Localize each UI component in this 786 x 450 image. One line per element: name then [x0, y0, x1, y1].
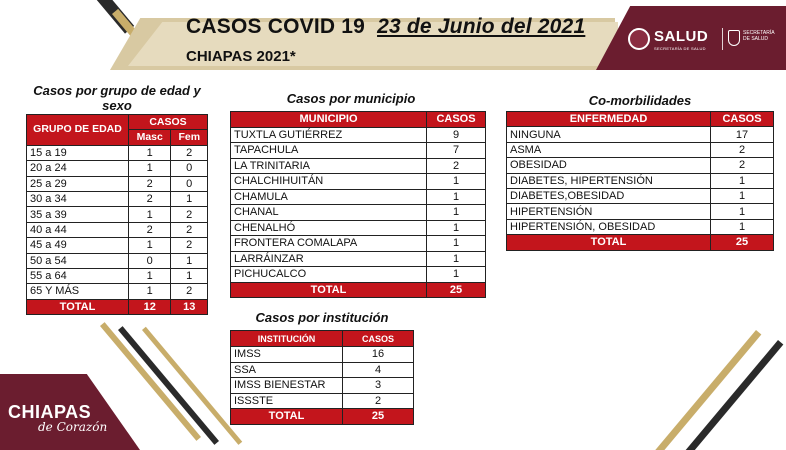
municipality-table — [230, 111, 486, 298]
age-sex-table-body — [27, 145, 208, 314]
row-label: IMSS — [231, 347, 343, 363]
coat-of-arms-icon — [728, 30, 740, 46]
row-label: LARRÁINZAR — [231, 251, 427, 267]
institution-table-body — [231, 347, 414, 425]
table-row — [27, 253, 208, 268]
row-label: DIABETES,OBESIDAD — [507, 188, 711, 203]
table-row — [231, 236, 486, 252]
total-row — [507, 235, 774, 250]
row-label: 55 a 64 — [27, 268, 129, 283]
table-row — [507, 173, 774, 188]
comorbilidades-section-title: Co-morbilidades — [588, 93, 692, 108]
total-row — [27, 299, 208, 314]
table-row — [507, 204, 774, 219]
masc-value: 1 — [129, 284, 171, 299]
total-fem-value: 13 — [171, 299, 208, 314]
masc-value: 1 — [129, 238, 171, 253]
row-label: HIPERTENSIÓN — [507, 204, 711, 219]
decorative-stripe — [675, 340, 783, 450]
row-label: IMSS BIENESTAR — [231, 378, 343, 394]
table-row — [231, 127, 486, 143]
casos-value: 1 — [711, 188, 774, 203]
row-label: CHALCHIHUITÁN — [231, 174, 427, 190]
row-label: NINGUNA — [507, 127, 711, 142]
masc-value: 0 — [129, 253, 171, 268]
total-row — [231, 282, 486, 298]
fem-value: 2 — [171, 222, 208, 237]
salud-logo-subtext: SECRETARÍA DE SALUD — [654, 46, 706, 51]
salud-emblem-icon — [628, 28, 650, 50]
row-label: 15 a 19 — [27, 145, 129, 160]
row-label: 50 a 54 — [27, 253, 129, 268]
fem-value: 1 — [171, 268, 208, 283]
decorative-stripe — [118, 326, 219, 445]
casos-value: 1 — [427, 189, 486, 205]
casos-value: 1 — [711, 173, 774, 188]
page-title — [186, 15, 585, 39]
salud-right-line-2: DE SALUD — [743, 36, 769, 42]
row-label: 45 a 49 — [27, 238, 129, 253]
casos-value: 2 — [711, 158, 774, 173]
table-row — [231, 205, 486, 221]
masc-value: 2 — [129, 176, 171, 191]
casos-value: 17 — [711, 127, 774, 142]
casos-value: 2 — [427, 158, 486, 174]
fem-value: 1 — [171, 191, 208, 206]
salud-logo-text: SALUD — [654, 28, 709, 45]
table-row — [27, 268, 208, 283]
table-row — [507, 158, 774, 173]
total-label: TOTAL — [231, 409, 343, 425]
casos-value: 7 — [427, 143, 486, 159]
institucion-section-title: Casos por institución — [255, 310, 389, 325]
casos-value: 1 — [427, 251, 486, 267]
total-casos-value: 25 — [427, 282, 486, 298]
row-label: PICHUCALCO — [231, 267, 427, 283]
fem-value: 2 — [171, 145, 208, 160]
table-row — [231, 347, 414, 363]
row-label: 30 a 34 — [27, 191, 129, 206]
casos-value: 2 — [343, 393, 414, 409]
comorbidities-table-body — [507, 127, 774, 250]
total-masc-value: 12 — [129, 299, 171, 314]
casos-value: 1 — [427, 205, 486, 221]
table-row — [231, 189, 486, 205]
casos-value: 1 — [711, 219, 774, 234]
casos-value: 9 — [427, 127, 486, 143]
total-label: TOTAL — [231, 282, 427, 298]
table-row — [231, 393, 414, 409]
row-label: ASMA — [507, 142, 711, 157]
column-header-fem: Fem — [171, 130, 208, 145]
row-label: LA TRINITARIA — [231, 158, 427, 174]
table-row — [27, 238, 208, 253]
salud-logo-right — [743, 30, 775, 42]
casos-value: 1 — [711, 204, 774, 219]
table-row — [231, 251, 486, 267]
table-row — [231, 174, 486, 190]
column-header-casos: CASOS — [711, 112, 774, 127]
total-casos-value: 25 — [343, 409, 414, 425]
table-row — [507, 142, 774, 157]
casos-value: 1 — [427, 220, 486, 236]
column-header-enfermedad: ENFERMEDAD — [507, 112, 711, 127]
column-header-municipio: MUNICIPIO — [231, 112, 427, 128]
row-label: 35 a 39 — [27, 207, 129, 222]
row-label: CHENALHÓ — [231, 220, 427, 236]
table-row — [27, 284, 208, 299]
casos-value: 1 — [427, 267, 486, 283]
table-row — [27, 191, 208, 206]
total-casos-value: 25 — [711, 235, 774, 250]
table-row — [27, 222, 208, 237]
column-header-casos: CASOS — [427, 112, 486, 128]
total-label: TOTAL — [507, 235, 711, 250]
salud-logo-divider — [722, 28, 723, 50]
fem-value: 0 — [171, 161, 208, 176]
age-sex-table — [26, 114, 208, 315]
chiapas-logo-text: CHIAPAS — [8, 402, 92, 422]
table-row — [231, 158, 486, 174]
fem-value: 1 — [171, 253, 208, 268]
row-label: 40 a 44 — [27, 222, 129, 237]
table-row — [27, 176, 208, 191]
row-label: 65 Y MÁS — [27, 284, 129, 299]
edad-section-title: Casos por grupo de edad y sexo — [33, 83, 201, 113]
masc-value: 2 — [129, 191, 171, 206]
municipio-section-title: Casos por municipio — [286, 91, 416, 106]
title-date: 23 de Junio del 2021 — [377, 15, 586, 38]
column-header-masc: Masc — [129, 130, 171, 145]
total-label: TOTAL — [27, 299, 129, 314]
table-row — [27, 161, 208, 176]
row-label: ISSSTE — [231, 393, 343, 409]
row-label: DIABETES, HIPERTENSIÓN — [507, 173, 711, 188]
institution-table — [230, 330, 414, 425]
row-label: FRONTERA COMALAPA — [231, 236, 427, 252]
column-header-casos: CASOS — [129, 115, 208, 130]
row-label: CHAMULA — [231, 189, 427, 205]
table-row — [231, 362, 414, 378]
fem-value: 2 — [171, 284, 208, 299]
row-label: 20 a 24 — [27, 161, 129, 176]
fem-value: 0 — [171, 176, 208, 191]
row-label: CHANAL — [231, 205, 427, 221]
table-row — [231, 143, 486, 159]
title-prefix: CASOS COVID 19 — [186, 15, 366, 38]
row-label: OBESIDAD — [507, 158, 711, 173]
table-row — [507, 219, 774, 234]
casos-value: 2 — [711, 142, 774, 157]
table-row — [507, 127, 774, 142]
page-subtitle: CHIAPAS 2021* — [186, 48, 296, 65]
masc-value: 1 — [129, 207, 171, 222]
row-label: SSA — [231, 362, 343, 378]
column-header-casos: CASOS — [343, 331, 414, 347]
row-label: TAPACHULA — [231, 143, 427, 159]
table-row — [507, 188, 774, 203]
masc-value: 2 — [129, 222, 171, 237]
table-row — [27, 145, 208, 160]
table-row — [231, 378, 414, 394]
casos-value: 3 — [343, 378, 414, 394]
fem-value: 2 — [171, 207, 208, 222]
salud-right-line-1: SECRETARÍA — [743, 30, 775, 36]
row-label: 25 a 29 — [27, 176, 129, 191]
column-header-institucion: INSTITUCIÓN — [231, 331, 343, 347]
chiapas-logo-script: de Corazón — [38, 420, 108, 434]
masc-value: 1 — [129, 145, 171, 160]
row-label: TUXTLA GUTIÉRREZ — [231, 127, 427, 143]
total-row — [231, 409, 414, 425]
fem-value: 2 — [171, 238, 208, 253]
comorbidities-table — [506, 111, 774, 251]
casos-value: 16 — [343, 347, 414, 363]
column-header-grupo: GRUPO DE EDAD — [27, 115, 129, 146]
casos-value: 1 — [427, 236, 486, 252]
table-row — [231, 220, 486, 236]
table-row — [27, 207, 208, 222]
masc-value: 1 — [129, 161, 171, 176]
table-row — [231, 267, 486, 283]
row-label: HIPERTENSIÓN, OBESIDAD — [507, 219, 711, 234]
masc-value: 1 — [129, 268, 171, 283]
municipality-table-body — [231, 127, 486, 298]
casos-value: 1 — [427, 174, 486, 190]
casos-value: 4 — [343, 362, 414, 378]
